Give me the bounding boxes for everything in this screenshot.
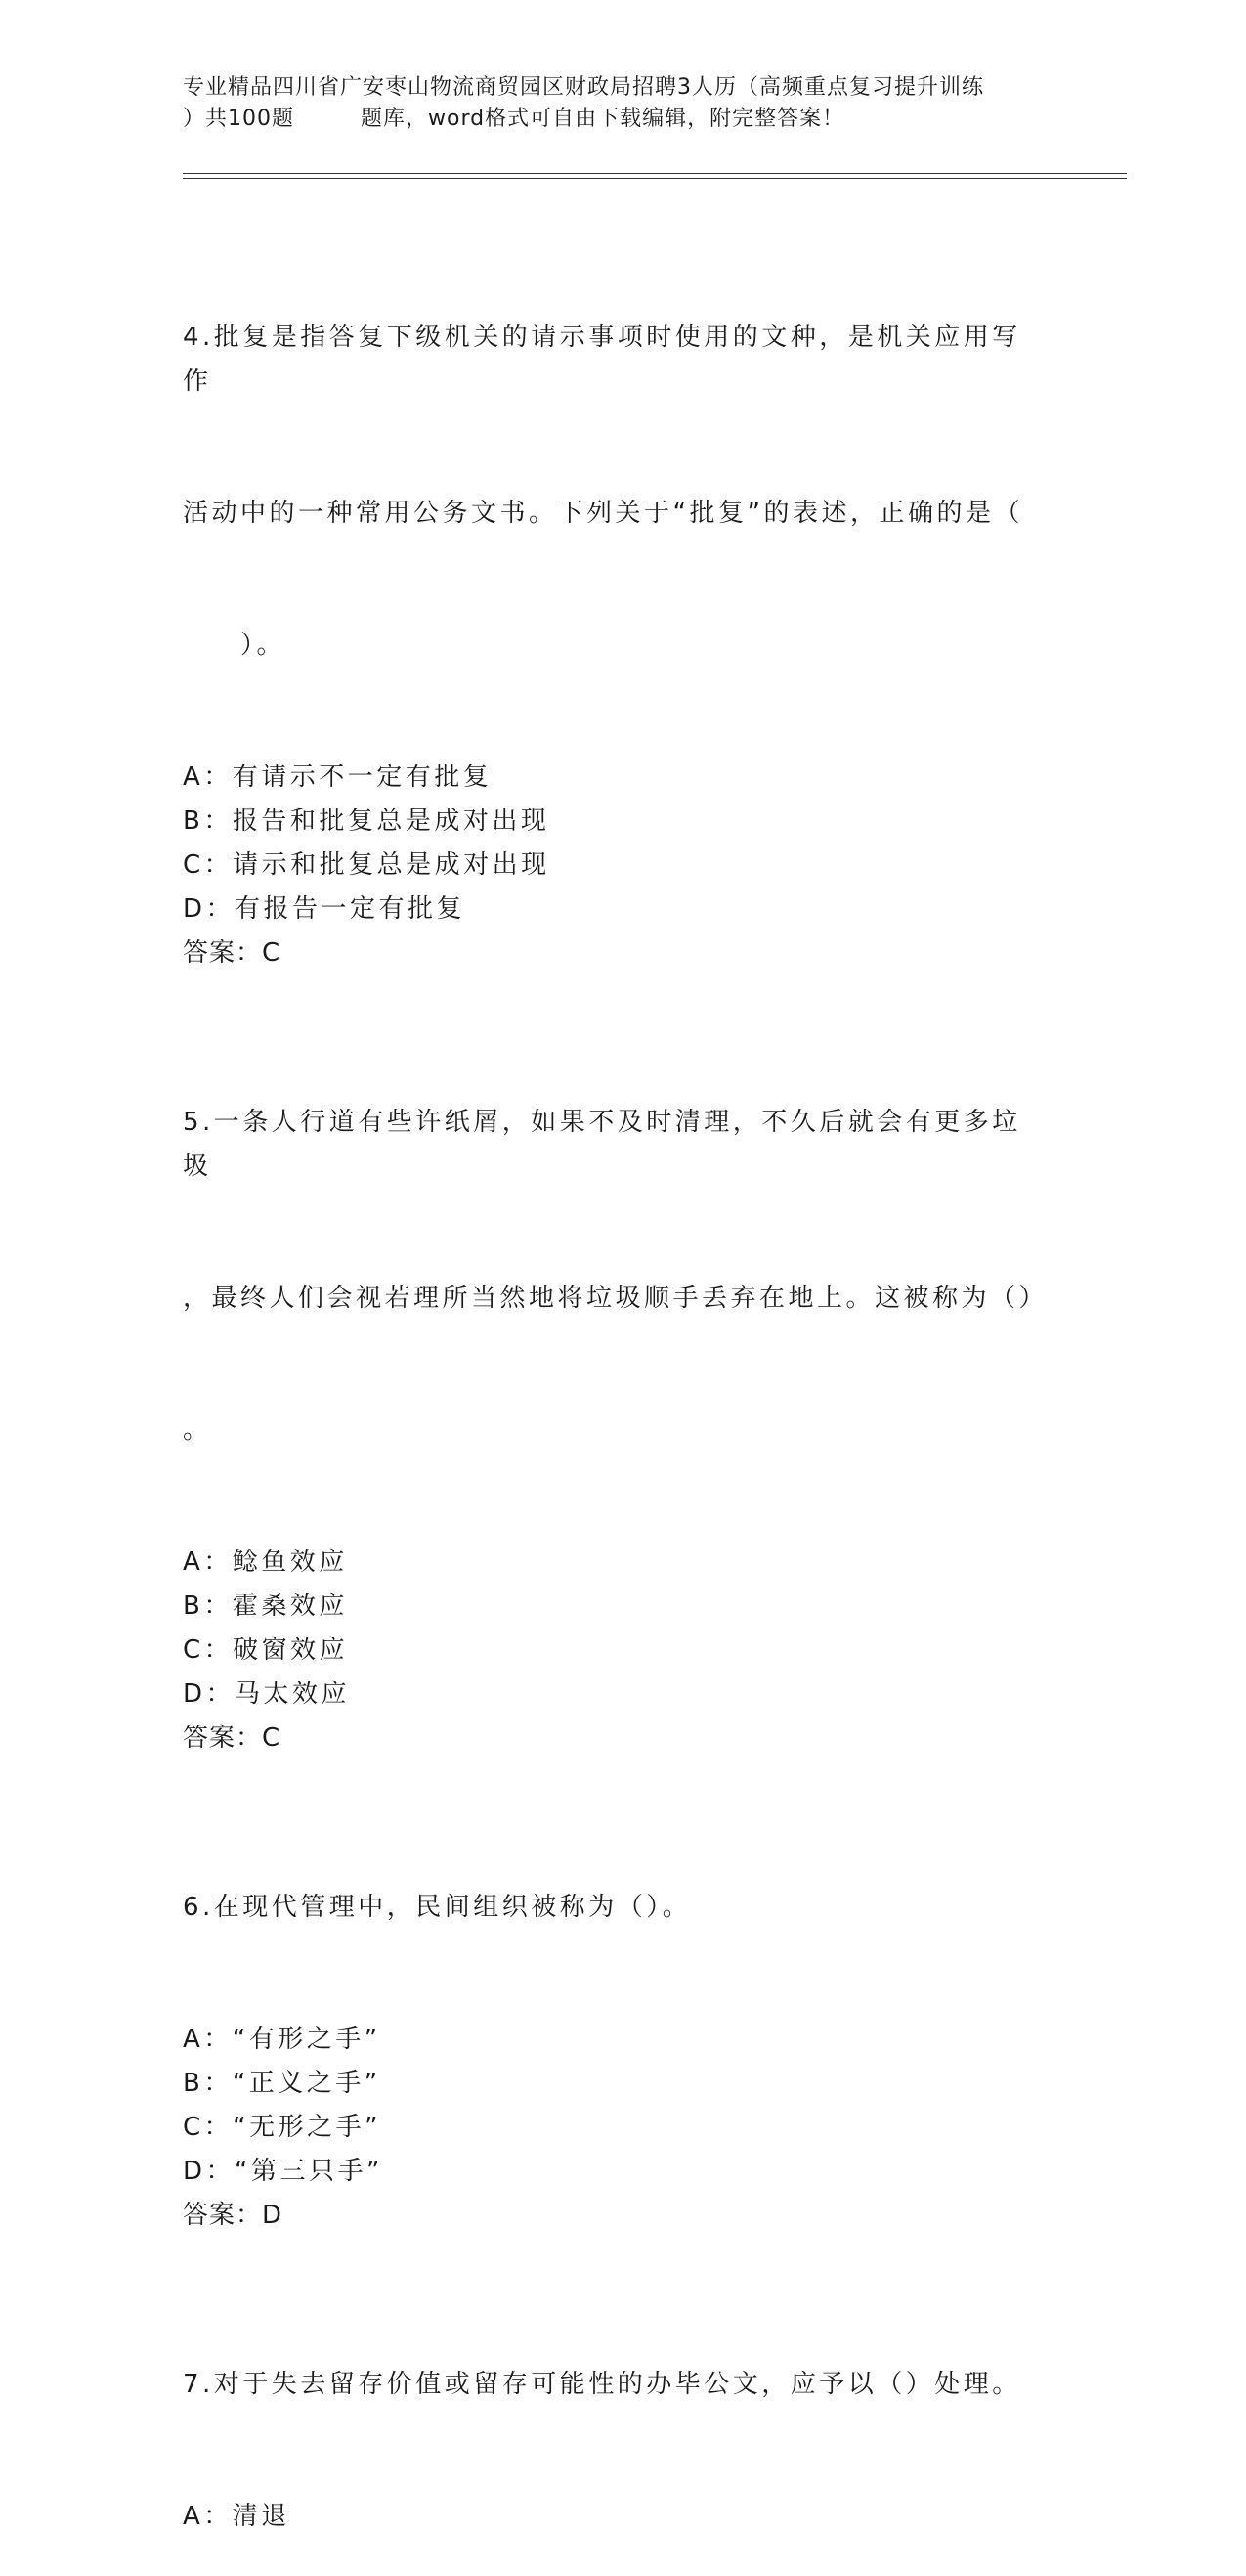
option-b: B：“正义之手”: [183, 2069, 381, 2098]
answer-text: 答案：C: [183, 1724, 281, 1753]
question-5: [183, 1013, 1049, 1761]
answer-text: 答案：C: [183, 939, 281, 968]
question-7: [183, 2275, 1043, 2539]
question-stem-line: 4.批复是指答复下级机关的请示事项时使用的文种，是机关应用写作: [183, 323, 1021, 396]
header-divider-bottom: [183, 178, 1127, 179]
option-c: C：破窗效应: [183, 1636, 349, 1665]
option-b: B：报告和批复总是成对出现: [183, 807, 550, 836]
question-stem: [183, 228, 1043, 756]
question-6: [183, 1798, 1043, 2238]
option-a: A：鲶鱼效应: [183, 1548, 348, 1577]
header-description: 题库，word格式可自由下载编辑，附完整答案！: [361, 107, 845, 131]
question-stem: [183, 1798, 1043, 2018]
option-c: C：“无形之手”: [183, 2113, 382, 2142]
question-stem-line: 6.在现代管理中，民间组织被称为（）。: [183, 1893, 692, 1922]
option-a: A：“有形之手”: [183, 2025, 381, 2054]
document-header: [183, 72, 1062, 135]
header-title-line-2: [183, 104, 1062, 135]
question-stem: [183, 1013, 1049, 1541]
question-stem-line: 5.一条人行道有些许纸屑，如果不及时清理，不久后就会有更多垃圾: [183, 1108, 1021, 1181]
question-stem-line: ）。: [183, 631, 286, 660]
option-d: D：马太效应: [183, 1680, 351, 1709]
option-a: A：清退: [183, 2502, 290, 2531]
question-stem-line: 活动中的一种常用公务文书。下列关于“批复”的表述，正确的是（: [183, 499, 1023, 528]
question-4: [183, 228, 1043, 976]
question-stem: [183, 2275, 1043, 2495]
option-d: D：有报告一定有批复: [183, 895, 466, 924]
header-question-count: ）共100题: [183, 107, 294, 131]
question-stem-line: 7.对于失去留存价值或留存可能性的办毕公文，应予以（）处理。: [183, 2370, 1021, 2399]
question-stem-line: 。: [183, 1416, 212, 1445]
question-stem-line: ，最终人们会视若理所当然地将垃圾顺手丢弃在地上。这被称为（）: [183, 1284, 1049, 1313]
header-divider-top: [183, 173, 1127, 174]
option-d: D：“第三只手”: [183, 2157, 383, 2186]
option-b: B：霍桑效应: [183, 1592, 348, 1621]
answer-text: 答案：D: [183, 2201, 283, 2230]
option-a: A：有请示不一定有批复: [183, 763, 493, 792]
question-list: [183, 228, 1049, 2576]
option-c: C：请示和批复总是成对出现: [183, 851, 550, 880]
header-title-line-1: 专业精品四川省广安枣山物流商贸园区财政局招聘3人历（高频重点复习提升训练: [183, 75, 984, 100]
